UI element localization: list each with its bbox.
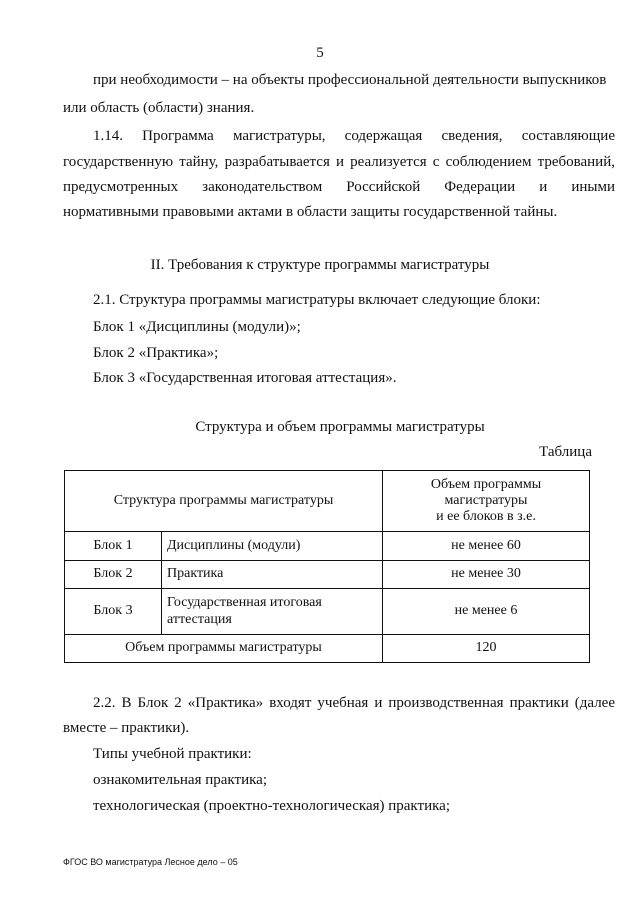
cell-name-line: Государственная итоговая xyxy=(167,595,322,611)
table-title: Структура и объем программы магистратуры xyxy=(195,419,485,435)
cell-volume: не менее 60 xyxy=(383,532,590,561)
cell-volume: не менее 6 xyxy=(383,589,590,635)
table-total-row xyxy=(65,635,590,663)
list-item: технологическая (проектно-технологическая) практика; xyxy=(93,798,450,814)
list-item: Блок 1 «Дисциплины (модули)»; xyxy=(93,319,301,335)
header-volume-line: магистратуры xyxy=(444,492,528,508)
paragraph-line: при необходимости – на объекты профессиональной деятельности выпускников xyxy=(93,72,607,88)
cell-total-value: 120 xyxy=(383,635,590,663)
paragraph-line: 1.14. Программа магистратуры, содержащая сведения, составляющие xyxy=(93,128,615,144)
program-structure-table xyxy=(64,470,590,663)
document-footer: ФГОС ВО магистратура Лесное дело – 05 xyxy=(63,857,238,867)
table-row xyxy=(65,561,590,589)
paragraph-line: государственную тайну, разрабатывается и реализуется с соблюдением требований, xyxy=(63,154,615,170)
header-structure: Структура программы магистратуры xyxy=(65,471,383,532)
paragraph-line: вместе – практики). xyxy=(63,720,190,736)
table-row xyxy=(65,532,590,561)
page-number: 5 xyxy=(316,45,324,61)
paragraph-line: 2.1. Структура программы магистратуры включает следующие блоки: xyxy=(93,292,541,308)
paragraph-line: или область (области) знания. xyxy=(63,100,255,116)
cell-name-line: аттестация xyxy=(167,611,232,627)
header-volume xyxy=(383,471,590,532)
list-item: Блок 3 «Государственная итоговая аттестация». xyxy=(93,370,397,386)
section-heading: II. Требования к структуре программы магистратуры xyxy=(150,257,490,273)
cell-block: Блок 2 xyxy=(65,561,162,589)
header-volume-line: и ее блоков в з.е. xyxy=(436,509,536,525)
cell-name xyxy=(162,589,383,635)
paragraph-line: Типы учебной практики: xyxy=(93,746,252,762)
cell-block: Блок 1 xyxy=(65,532,162,561)
cell-total-label: Объем программы магистратуры xyxy=(65,635,383,663)
cell-name: Дисциплины (модули) xyxy=(162,532,383,561)
cell-volume: не менее 30 xyxy=(383,561,590,589)
paragraph-line: 2.2. В Блок 2 «Практика» входят учебная и производственная практики (далее xyxy=(93,695,615,711)
header-volume-line: Объем программы xyxy=(430,476,542,492)
table-header-row xyxy=(65,471,590,532)
table-row xyxy=(65,589,590,635)
cell-name: Практика xyxy=(162,561,383,589)
list-item: ознакомительная практика; xyxy=(93,772,267,788)
paragraph-line: предусмотренных законодательством Российской Федерации и иными xyxy=(63,179,615,195)
table-label: Таблица xyxy=(539,444,592,460)
list-item: Блок 2 «Практика»; xyxy=(93,345,219,361)
paragraph-line: нормативными правовыми актами в области защиты государственной тайны. xyxy=(63,204,558,220)
cell-block: Блок 3 xyxy=(65,589,162,635)
